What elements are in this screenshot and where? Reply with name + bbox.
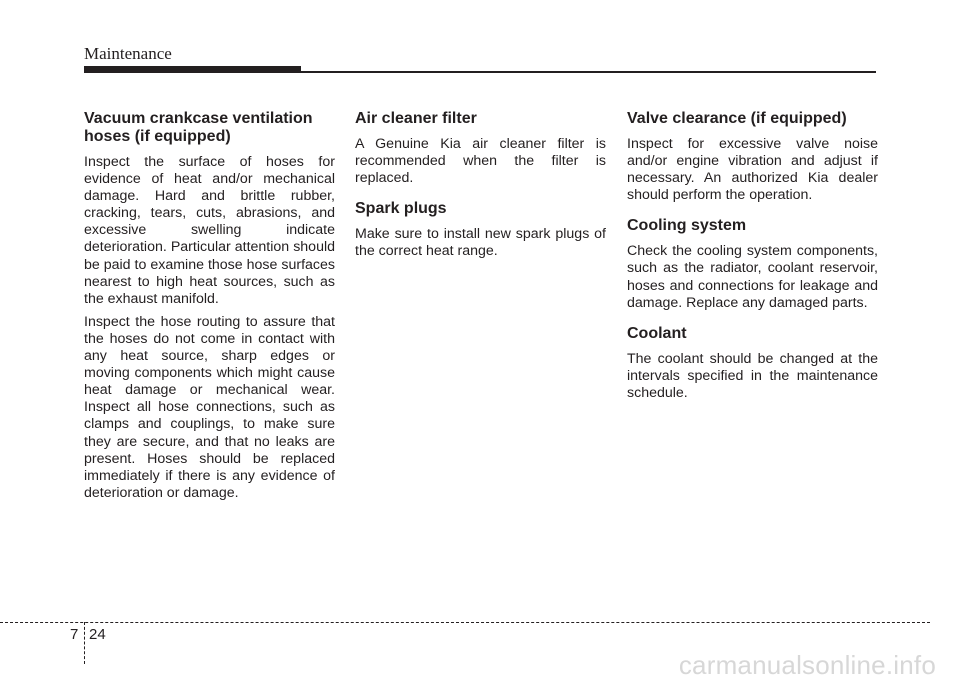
column-right [627,110,878,408]
section-paragraph: Check the cooling system components, such as the radiator, coolant reservoir, hoses and connections for leakage and damage. Replace any damaged parts. [627,243,878,311]
section-paragraph: A Genuine Kia air cleaner filter is recommended when the filter is replaced. [355,136,606,187]
section-cooling-system [627,217,878,311]
watermark: carmanualsonline.info [678,650,936,680]
section-heading: Valve clearance (if equipped) [627,110,847,127]
section-paragraph: Inspect for excessive valve noise and/or engine vibration and adjust if necessary. An authorized Kia dealer should perform the operation. [627,136,878,204]
section-heading: Coolant [627,324,687,342]
section-coolant [627,325,878,402]
page-number: 24 [89,626,106,643]
footer-dotted-rule [0,622,930,623]
chapter-number: 7 [70,626,79,643]
page-header-title: Maintenance [84,44,172,63]
section-paragraph: Make sure to install new spark plugs of the correct heat range. [355,226,606,260]
section-heading: Air cleaner filter [355,110,477,127]
column-left [84,110,335,508]
section-paragraph: Inspect the hose routing to assure that the hoses do not come in contact with any heat source, sharp edges or moving components which might cause heat damage or mechanical wear. Inspect all hose connections, such as clamps and couplings, to make sure they are secure, and that no leaks are present. Hoses should be replaced immediately if there is any evidence of deterioration or damage. [84,313,335,501]
section-valve-clearance [627,110,878,204]
footer-dotted-divider [84,622,85,664]
section-paragraph: The coolant should be changed at the intervals specified in the maintenance schedule. [627,350,878,401]
header-rule-thin [84,71,876,73]
section-heading: Vacuum crankcase ventilation hoses (if equipped) [84,110,313,145]
column-middle [355,110,606,266]
section-heading: Spark plugs [355,200,447,218]
section-spark-plugs [355,200,606,260]
section-heading: Cooling system [627,217,747,235]
section-paragraph: Inspect the surface of hoses for evidence of heat and/or mechanical damage. Hard and brittle rubber, cracking, tears, cuts, abrasions, and excessive swelling indicate deterioration. Particular attention should be paid to examine those hose surfaces nearest to high heat sources, such as the exhaust manifold. [84,154,335,307]
section-air-cleaner-filter [355,110,606,187]
section-vacuum-crankcase-hoses [84,110,335,502]
